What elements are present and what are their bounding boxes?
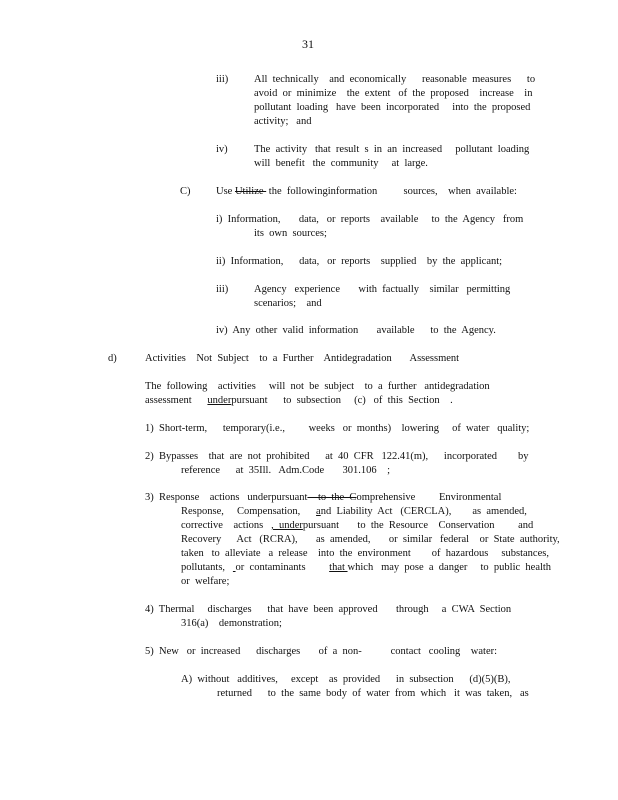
item-iii-label: iii) <box>216 74 229 85</box>
section-d-intro-line1: The following activities will not be subject to a further antidegradation <box>145 381 490 392</box>
item-3-line3-a: corrective actions <box>181 520 272 531</box>
intro-line2-underlined: under <box>207 395 232 406</box>
sub-i-line1: i) Information, data, or reports available to the Agency from <box>216 214 524 225</box>
sub-ii-line1: ii) Information, data, or reports supplied by the applicant; <box>216 256 503 267</box>
item-3-line1-a: 3) Response actions underpursuant <box>145 492 308 503</box>
section-d-intro-line2 <box>145 394 453 408</box>
sub-iii-line2: scenarios; and <box>254 298 322 309</box>
page-number: 31 <box>302 37 314 51</box>
intro-line2-a: assessment <box>145 395 208 406</box>
item-c-struck-text: Utilize <box>234 186 267 197</box>
item-4-line1: 4) Thermal discharges that have been approved through a CWA Section <box>145 604 512 615</box>
item-3-line3-b: pursuant to the Resource Conservation and <box>302 520 534 531</box>
item-3-line3-underlined: , under <box>271 520 303 531</box>
sub-iii-line1: Agency experience with factually similar permitting <box>254 284 511 295</box>
item-2-line2: reference at 35Ill. Adm.Code 301.106 ; <box>181 465 391 476</box>
item-c-line <box>216 185 517 199</box>
sub-iii-label: iii) <box>216 284 229 295</box>
section-d-heading: Activities Not Subject to a Further Antidegradation Assessment <box>145 353 460 364</box>
item-5a-line2: returned to the same body of water from which it was taken, as <box>217 688 529 699</box>
item-3-line2-a: Response, Compensation, <box>181 506 317 517</box>
item-iv-line2: will benefit the community at large. <box>254 158 428 169</box>
item-3-line2-underlined: a <box>316 506 321 517</box>
item-5a-line1: A) without additives, except as provided in subsection (d)(5)(B), <box>181 674 511 685</box>
item-iv-line1: The activity that result s in an increased pollutant loading <box>254 144 530 155</box>
item-3-line6-a: pollutants, <box>181 562 233 573</box>
item-3-line3 <box>181 519 533 533</box>
item-3-line2-b: nd Liability Act (CERCLA), as amended, <box>320 506 527 517</box>
item-iv-label: iv) <box>216 144 228 155</box>
item-3-line7: or welfare; <box>181 576 230 587</box>
item-3-line6 <box>181 561 551 575</box>
item-3-line5: taken to alleviate a release into the environment of hazardous substances, <box>181 548 549 559</box>
item-4-line2: 316(a) demonstration; <box>181 618 282 629</box>
item-iii-line1: All technically and economically reasonable measures to <box>254 74 536 85</box>
item-1-line1: 1) Short-term, temporary(i.e., weeks or months) lowering of water quality; <box>145 423 530 434</box>
item-5-line1: 5) New or increased discharges of a non- contact cooling water: <box>145 646 498 657</box>
item-3-line6-c: which may pose a danger to public health <box>347 562 552 573</box>
item-3-line2 <box>181 505 527 519</box>
sub-i-line2: its own sources; <box>254 228 327 239</box>
item-3-line4: Recovery Act (RCRA), as amended, or similar federal or State authority, <box>181 534 560 545</box>
intro-line2-b: pursuant to subsection (c) of this Section . <box>231 395 453 406</box>
item-c-use: Use <box>216 186 235 197</box>
item-3-line6-underlined-2: that <box>329 562 348 573</box>
item-c-label: C) <box>180 186 191 197</box>
item-3-line1-struck: to the C <box>307 492 357 503</box>
item-2-line1: 2) Bypasses that are not prohibited at 40 CFR 122.41(m), incorporated by <box>145 451 529 462</box>
item-3-line6-b: or contaminants <box>235 562 330 573</box>
item-iii-line3: pollutant loading have been incorporated into the proposed <box>254 102 531 113</box>
item-iii-line2: avoid or minimize the extent of the proposed increase in <box>254 88 533 99</box>
item-3-line1-b: omprehensive Environmental <box>356 492 502 503</box>
section-d-label: d) <box>108 353 117 364</box>
item-c-rest: the followinginformation sources, when available: <box>266 186 517 197</box>
sub-iv-line1: iv) Any other valid information available to the Agency. <box>216 325 496 336</box>
item-iii-line4: activity; and <box>254 116 312 127</box>
item-3-line1 <box>145 491 501 505</box>
